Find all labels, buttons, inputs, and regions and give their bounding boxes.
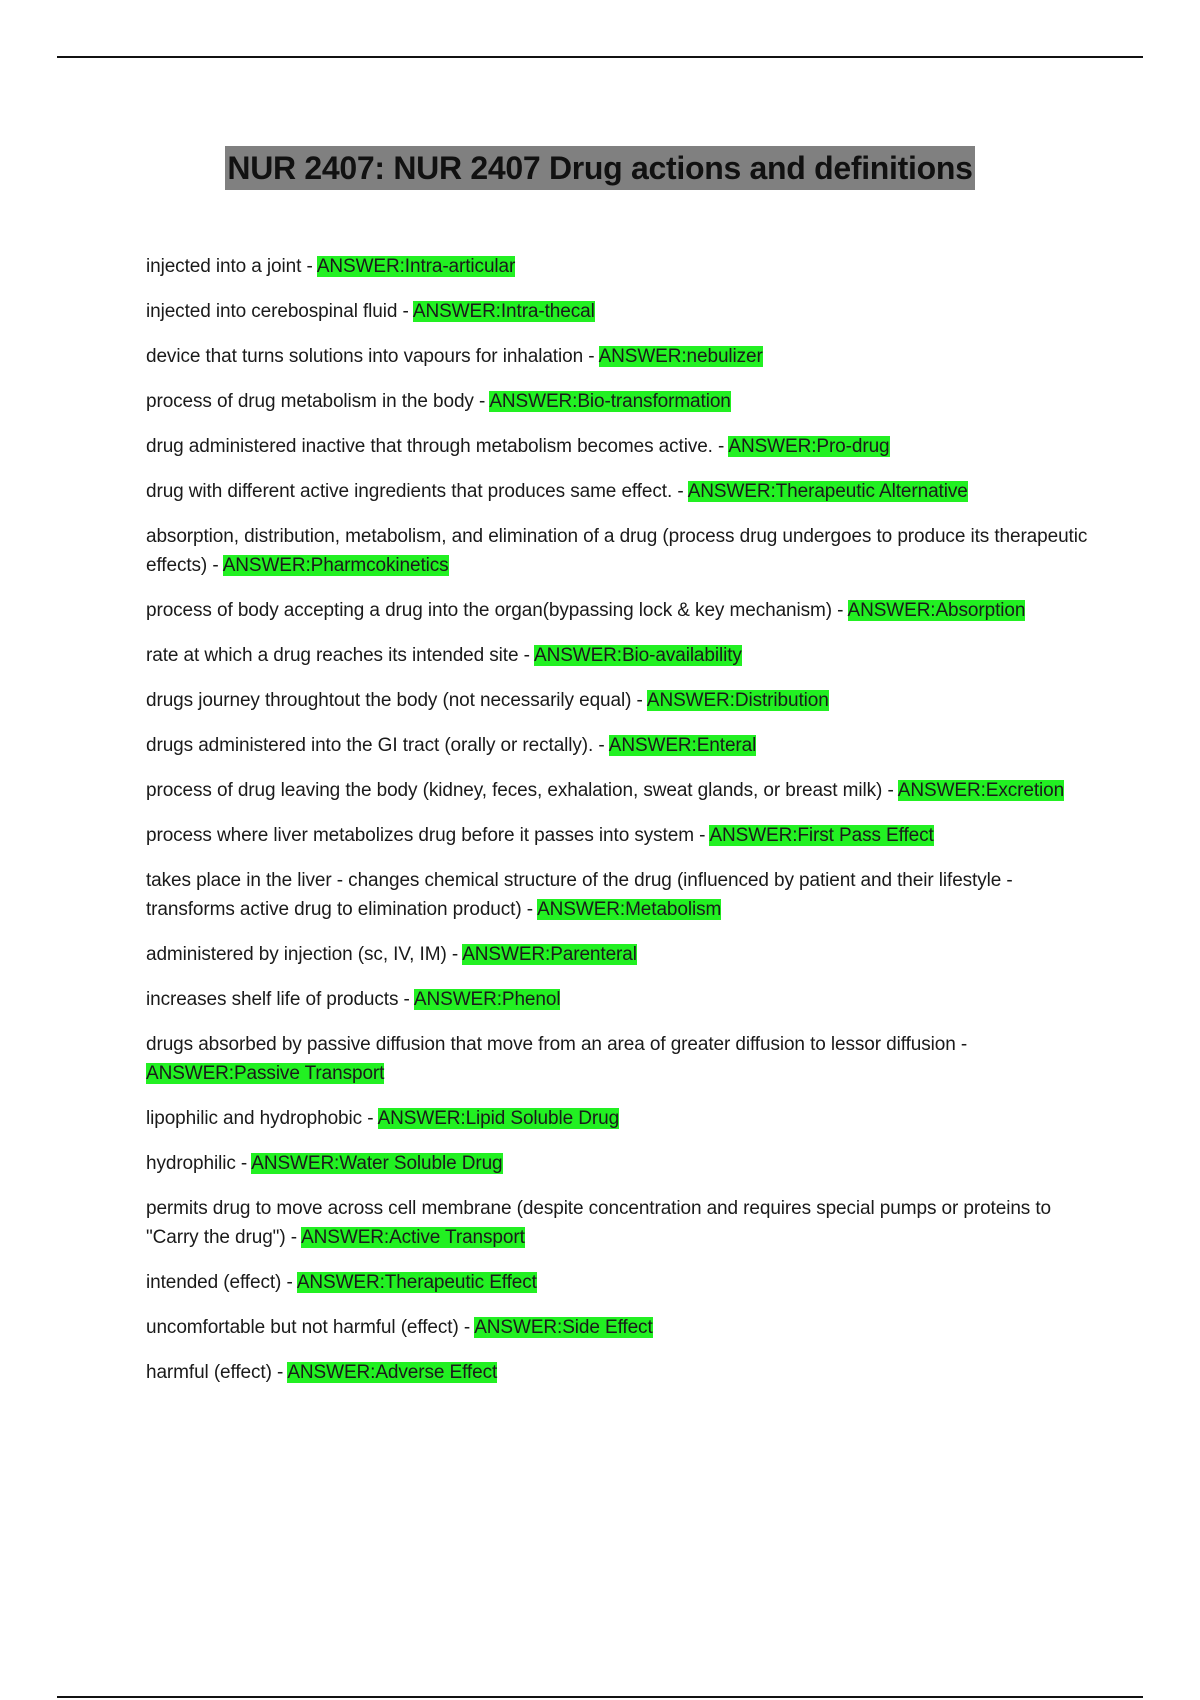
- answer-highlight: ANSWER:Water Soluble Drug: [251, 1153, 503, 1174]
- definition-text: device that turns solutions into vapours for inhalation -: [146, 346, 599, 367]
- definition-entry: [146, 297, 1096, 326]
- definition-text: rate at which a drug reaches its intended site -: [146, 645, 534, 666]
- definition-text: drugs absorbed by passive diffusion that move from an area of greater diffusion to lessor diffusion -: [146, 1034, 968, 1055]
- answer-highlight: ANSWER:Passive Transport: [146, 1063, 385, 1084]
- answer-highlight: ANSWER:Bio-availability: [534, 645, 742, 666]
- answer-highlight: ANSWER:Intra-thecal: [412, 301, 595, 322]
- answer-highlight: ANSWER:Metabolism: [537, 899, 722, 920]
- definition-text: administered by injection (sc, IV, IM) -: [146, 944, 463, 965]
- definition-text: process where liver metabolizes drug before it passes into system -: [146, 825, 710, 846]
- top-rule: [57, 56, 1143, 58]
- definition-text: drugs administered into the GI tract (orally or rectally). -: [146, 735, 609, 756]
- answer-highlight: ANSWER:Bio-transformation: [489, 391, 731, 412]
- definition-entry: [146, 596, 1096, 625]
- definition-text: absorption, distribution, metabolism, and elimination of a drug (process drug undergoes to produce its therapeutic effects) -: [146, 526, 1088, 576]
- bottom-rule: [57, 1696, 1143, 1698]
- answer-highlight: ANSWER:Phenol: [413, 989, 561, 1010]
- definition-text: increases shelf life of products -: [146, 989, 414, 1010]
- definition-text: lipophilic and hydrophobic -: [146, 1108, 378, 1129]
- definition-entry: [146, 1268, 1096, 1297]
- answer-highlight: ANSWER:Pharmcokinetics: [222, 555, 449, 576]
- answer-highlight: ANSWER:First Pass Effect: [709, 825, 934, 846]
- answer-highlight: ANSWER:Pro-drug: [728, 436, 890, 457]
- definition-text: injected into a joint -: [146, 256, 317, 277]
- answer-highlight: ANSWER:Absorption: [847, 600, 1026, 621]
- answer-highlight: ANSWER:Adverse Effect: [287, 1362, 498, 1383]
- definition-entry: [146, 1030, 1096, 1088]
- answer-highlight: ANSWER:Lipid Soluble Drug: [377, 1108, 620, 1129]
- definition-text: drugs journey throughtout the body (not necessarily equal) -: [146, 690, 647, 711]
- definition-text: harmful (effect) -: [146, 1362, 288, 1383]
- title-container: [0, 146, 1200, 190]
- definition-list: [146, 252, 1096, 1403]
- definition-entry: [146, 731, 1096, 760]
- definition-entry: [146, 522, 1096, 580]
- definition-text: intended (effect) -: [146, 1272, 297, 1293]
- definition-text: drug administered inactive that through metabolism becomes active. -: [146, 436, 729, 457]
- answer-highlight: ANSWER:Active Transport: [301, 1227, 525, 1248]
- definition-entry: [146, 1194, 1096, 1252]
- definition-entry: [146, 342, 1096, 371]
- definition-entry: [146, 686, 1096, 715]
- answer-highlight: ANSWER:Parenteral: [462, 944, 637, 965]
- definition-entry: [146, 776, 1096, 805]
- definition-text: process of drug metabolism in the body -: [146, 391, 490, 412]
- answer-highlight: ANSWER:Excretion: [897, 780, 1065, 801]
- definition-text: injected into cerebospinal fluid -: [146, 301, 413, 322]
- definition-text: drug with different active ingredients that produces same effect. -: [146, 481, 688, 502]
- answer-highlight: ANSWER:Intra-articular: [316, 256, 516, 277]
- definition-entry: [146, 821, 1096, 850]
- definition-text: uncomfortable but not harmful (effect) -: [146, 1317, 475, 1338]
- answer-highlight: ANSWER:Side Effect: [474, 1317, 653, 1338]
- definition-entry: [146, 477, 1096, 506]
- definition-entry: [146, 387, 1096, 416]
- definition-entry: [146, 940, 1096, 969]
- definition-entry: [146, 985, 1096, 1014]
- definition-entry: [146, 432, 1096, 461]
- answer-highlight: ANSWER:Therapeutic Effect: [296, 1272, 537, 1293]
- answer-highlight: ANSWER:Distribution: [646, 690, 829, 711]
- definition-entry: [146, 641, 1096, 670]
- definition-text: takes place in the liver - changes chemical structure of the drug (influenced by patient and their lifestyle - transforms active drug to elimination product) -: [146, 870, 1013, 920]
- definition-text: process of drug leaving the body (kidney, feces, exhalation, sweat glands, or breast milk) -: [146, 780, 898, 801]
- definition-entry: [146, 1104, 1096, 1133]
- definition-entry: [146, 866, 1096, 924]
- answer-highlight: ANSWER:Therapeutic Alternative: [687, 481, 968, 502]
- definition-entry: [146, 1149, 1096, 1178]
- definition-text: process of body accepting a drug into the organ(bypassing lock & key mechanism) -: [146, 600, 848, 621]
- definition-entry: [146, 252, 1096, 281]
- definition-text: permits drug to move across cell membrane (despite concentration and requires special pumps or proteins to "Carry the drug") -: [146, 1198, 1052, 1248]
- definition-text: hydrophilic -: [146, 1153, 252, 1174]
- document-title: NUR 2407: NUR 2407 Drug actions and definitions: [225, 146, 974, 190]
- answer-highlight: ANSWER:Enteral: [608, 735, 757, 756]
- definition-entry: [146, 1358, 1096, 1387]
- definition-entry: [146, 1313, 1096, 1342]
- answer-highlight: ANSWER:nebulizer: [598, 346, 763, 367]
